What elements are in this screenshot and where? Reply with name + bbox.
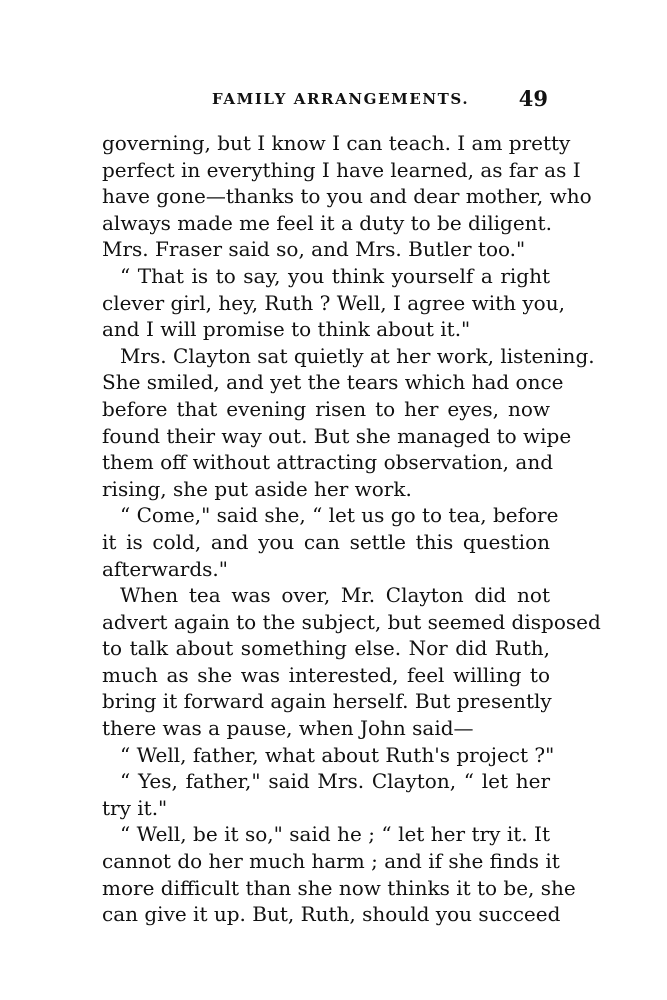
text-line: “ Well, be it so," said he ; “ let her try it. It <box>120 822 550 847</box>
text-line: Mrs. Clayton sat quietly at her work, listening. <box>120 343 595 368</box>
text-line: perfect in everything I have learned, as far as I <box>102 157 581 182</box>
text-line: “ That is to say, you think yourself a right <box>120 263 550 288</box>
text-line: governing, but I know I can teach. I am pretty <box>102 131 571 155</box>
text-line: and I will promise to think about it." <box>102 317 471 342</box>
text-line: When tea was over, Mr. Clayton did not <box>120 583 550 608</box>
text-line: She smiled, and yet the tears which had once <box>102 370 564 395</box>
text-line: clever girl, hey, Ruth ? Well, I agree with you, <box>102 290 565 315</box>
text-line: there was a pause, when John said— <box>102 716 474 741</box>
text-line: can give it up. But, Ruth, should you succeed <box>102 902 561 927</box>
body-text <box>102 130 601 928</box>
text-line: before that evening risen to her eyes, now <box>102 396 550 421</box>
text-line: advert again to the subject, but seemed disposed <box>102 609 601 634</box>
text-line: afterwards." <box>102 556 228 581</box>
text-line: it is cold, and you can settle this question <box>102 529 550 554</box>
text-line: more difficult than she now thinks it to be, she <box>102 875 576 900</box>
text-line: “ Come," said she, “ let us go to tea, before <box>120 503 559 528</box>
text-line: found their way out. But she managed to wipe <box>102 423 572 448</box>
text-line: rising, she put aside her work. <box>102 476 412 501</box>
text-line: “ Well, father, what about Ruth's project ?" <box>120 742 555 767</box>
text-line: Mrs. Fraser said so, and Mrs. Butler too." <box>102 237 526 262</box>
text-line: “ Yes, father," said Mrs. Clayton, “ let her <box>120 769 550 794</box>
text-line: bring it forward again herself. But presently <box>102 689 552 714</box>
text-line: try it." <box>102 795 168 820</box>
page-number: 49 <box>518 86 548 111</box>
text-line: have gone—thanks to you and dear mother, who <box>102 184 592 209</box>
text-line: to talk about something else. Nor did Ruth, <box>102 636 550 661</box>
text-line: cannot do her much harm ; and if she finds it <box>102 849 560 874</box>
running-title: FAMILY ARRANGEMENTS. <box>212 90 470 108</box>
text-line: always made me feel it a duty to be diligent. <box>102 210 552 235</box>
text-line: them off without attracting observation, and <box>102 450 553 475</box>
running-head <box>102 86 550 112</box>
text-line: much as she was interested, feel willing to <box>102 662 550 687</box>
